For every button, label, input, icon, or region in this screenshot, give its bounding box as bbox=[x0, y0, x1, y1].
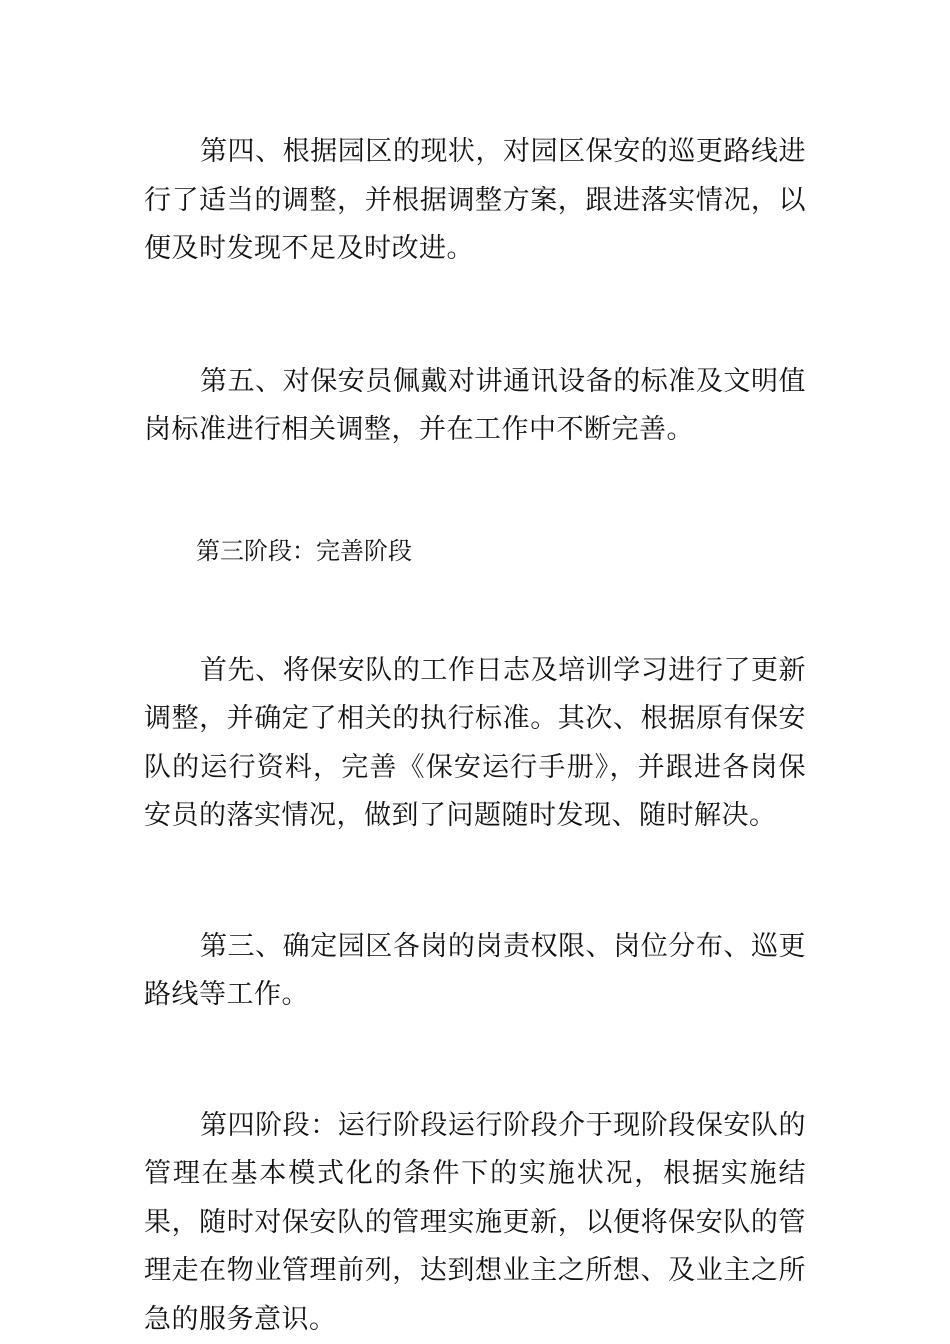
paragraph-patrol-route: 第四、根据园区的现状，对园区保安的巡更路线进行了适当的调整，并根据调整方案，跟进落实情况，以便及时发现不足及时改进。 bbox=[144, 136, 806, 264]
document-body bbox=[144, 128, 806, 1344]
paragraph-work-log-update: 首先、将保安队的工作日志及培训学习进行了更新调整，并确定了相关的执行标准。其次、根据原有保安队的运行资料，完善《保安运行手册》，并跟进各岗保安员的落实情况，做到了问题随时发现、随时解决。 bbox=[144, 654, 806, 831]
paragraph-stage-four: 第四阶段：运行阶段运行阶段介于现阶段保安队的管理在基本模式化的条件下的实施状况，根据实施结果，随时对保安队的管理实施更新，以便将保安队的管理走在物业管理前列，达到想业主之所想、及业主之所急的服务意识。 bbox=[144, 1109, 806, 1335]
section-heading-stage-three: 第三阶段：完善阶段 bbox=[196, 536, 412, 565]
paragraph-post-responsibilities: 第三、确定园区各岗的岗责权限、岗位分布、巡更路线等工作。 bbox=[144, 930, 806, 1010]
paragraph-intercom-standard: 第五、对保安员佩戴对讲通讯设备的标准及文明值岗标准进行相关调整，并在工作中不断完善。 bbox=[144, 365, 806, 445]
